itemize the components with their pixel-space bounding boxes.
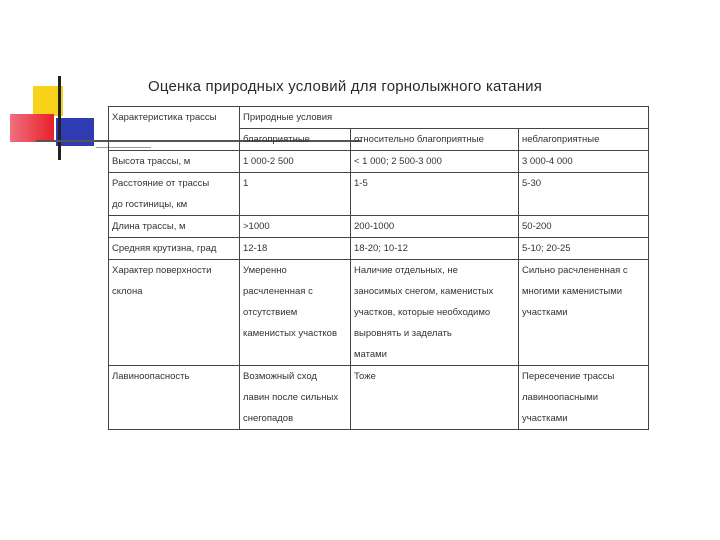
conditions-table bbox=[108, 106, 649, 430]
slide-title: Оценка природных условий для горнолыжного катания bbox=[148, 78, 543, 95]
table-cell: 3 000-4 000 bbox=[519, 151, 649, 173]
row-label: Средняя крутизна, град bbox=[109, 238, 240, 260]
table-cell: Тоже bbox=[351, 366, 519, 430]
table-row bbox=[109, 366, 649, 430]
table-cell: Возможный сход лавин после сильных снегопадов bbox=[240, 366, 351, 430]
table-cell: >1000 bbox=[240, 216, 351, 238]
table-row bbox=[109, 216, 649, 238]
table-cell: 5-30 bbox=[519, 173, 649, 216]
table-cell: 12-18 bbox=[240, 238, 351, 260]
row-label: Длина трассы, м bbox=[109, 216, 240, 238]
table-header-row bbox=[109, 107, 649, 129]
table-cell: 1 bbox=[240, 173, 351, 216]
table-row bbox=[109, 173, 649, 216]
header-characteristic: Характеристика трассы bbox=[109, 107, 240, 151]
table-cell: 1-5 bbox=[351, 173, 519, 216]
subheader-favorable: благоприятные bbox=[240, 129, 351, 151]
header-natural-conditions: Природные условия bbox=[240, 107, 649, 129]
row-label: Характер поверхности склона bbox=[109, 260, 240, 366]
subheader-relatively-favorable: относительно благоприятные bbox=[351, 129, 519, 151]
table-cell: < 1 000; 2 500-3 000 bbox=[351, 151, 519, 173]
table-cell: 5-10; 20-25 bbox=[519, 238, 649, 260]
table-cell: 1 000-2 500 bbox=[240, 151, 351, 173]
decor-red-square bbox=[10, 114, 54, 142]
table-cell: Сильно расчлененная с многими каменистыми участками bbox=[519, 260, 649, 366]
table-cell: 200-1000 bbox=[351, 216, 519, 238]
table-cell: Умеренно расчлененная с отсутствием каменистых участков bbox=[240, 260, 351, 366]
table-row bbox=[109, 260, 649, 366]
table-cell: Пересечение трассы лавиноопасными участками bbox=[519, 366, 649, 430]
row-label: Расстояние от трассы до гостиницы, км bbox=[109, 173, 240, 216]
row-label: Высота трассы, м bbox=[109, 151, 240, 173]
row-label: Лавиноопасность bbox=[109, 366, 240, 430]
table-cell: 50-200 bbox=[519, 216, 649, 238]
table-row bbox=[109, 151, 649, 173]
subheader-unfavorable: неблагоприятные bbox=[519, 129, 649, 151]
table-row bbox=[109, 238, 649, 260]
decor-vertical-line bbox=[58, 76, 61, 160]
table-cell: Наличие отдельных, не заносимых снегом, каменистых участков, которые необходимо выровнять и заделать матами bbox=[351, 260, 519, 366]
table-cell: 18-20; 10-12 bbox=[351, 238, 519, 260]
